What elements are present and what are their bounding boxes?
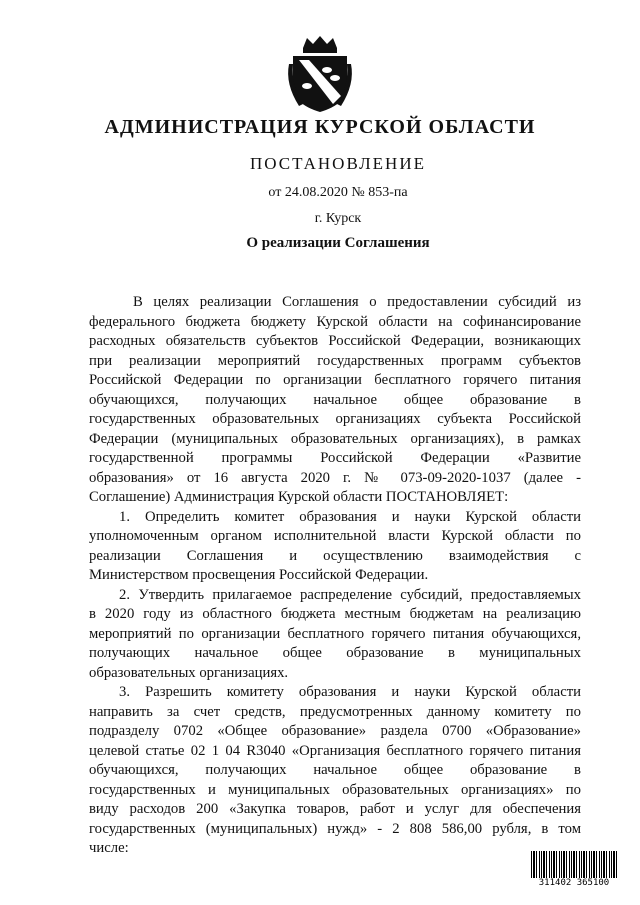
document-body [89, 293, 581, 859]
barcode-bars [531, 851, 617, 879]
body-line: Соглашение) Администрация Курской области ПОСТАНОВЛЯЕТ: [89, 489, 509, 505]
body-line: числе: [89, 840, 129, 856]
body-line: Министерством просвещения Российской Федерации. [89, 567, 429, 583]
body-line: 3. Разрешить комитету образования и науки Курской области [119, 684, 581, 700]
body-line: виду расходов 200 «Закупка товаров, работ и услуг для обеспечения [89, 801, 581, 817]
body-line: 2. Утвердить прилагаемое распределение субсидий, предоставляемых [119, 586, 581, 603]
body-line: в 2020 году из областного бюджета местным бюджетам на реализацию [89, 606, 581, 622]
body-line: государственной программы Российской Федерации «Развитие [89, 450, 581, 466]
body-line: получающих начальное общее образование в муниципальных [89, 645, 581, 661]
body-line: уполномоченным органом исполнительной власти Курской области по [89, 528, 581, 544]
body-line: обучающихся, получающих начальное общее образование в [89, 762, 581, 778]
document-date-number: от 24.08.2020 № 853-па [268, 185, 408, 200]
body-line: при реализации мероприятий государственных программ субъектов [89, 352, 581, 369]
body-line: государственных образовательных организациях субъекта Российской [89, 411, 581, 427]
body-line: 1. Определить комитет образования и науки Курской области [119, 508, 581, 525]
body-line: В целях реализации Соглашения о предоставлении субсидий из [133, 294, 581, 310]
body-line: расходных обязательств субъектов Российской Федерации, возникающих [89, 333, 581, 349]
barcode-icon [531, 851, 617, 891]
body-line: Российской Федерации по организации бесплатного горячего питания [89, 372, 581, 388]
body-line: мероприятий по организации бесплатного горячего питания обучающихся, [89, 625, 581, 642]
document-city: г. Курск [314, 211, 362, 226]
body-line: образовательных организациях. [89, 664, 289, 681]
body-line: федерального бюджета бюджету Курской области на софинансирование [89, 313, 581, 330]
body-line: государственных (муниципальных) нужд» - 2 808 586,00 рубля, в том [89, 820, 581, 837]
document-type: ПОСТАНОВЛЕНИЕ [249, 154, 426, 173]
body-line: государственных и муниципальных образовательных организациях» по [89, 781, 581, 798]
document-subject: О реализации Соглашения [246, 235, 430, 251]
body-line: целевой статье 02 1 04 R3040 «Организация бесплатного горячего питания [89, 742, 581, 759]
body-line: подразделу 0702 «Общее образование» раздела 0700 «Образование» [89, 723, 581, 739]
body-line: реализации Соглашения и осуществлению взаимодействия с [89, 547, 581, 564]
body-line: Федерации (муниципальных образовательных организациях), в рамках [89, 430, 581, 447]
organization-title: АДМИНИСТРАЦИЯ КУРСКОЙ ОБЛАСТИ [104, 116, 536, 138]
body-line: направить за счет средств, предусмотренных данному комитету по [89, 703, 581, 720]
body-line: образования» от 16 августа 2020 г. № 073-09-2020-1037 (далее - [89, 469, 581, 486]
kursk-coat-of-arms-icon [285, 34, 355, 114]
barcode-number: 311402 365100 [531, 878, 617, 888]
body-line: обучающихся, получающих начальное общее образование в [89, 391, 581, 408]
